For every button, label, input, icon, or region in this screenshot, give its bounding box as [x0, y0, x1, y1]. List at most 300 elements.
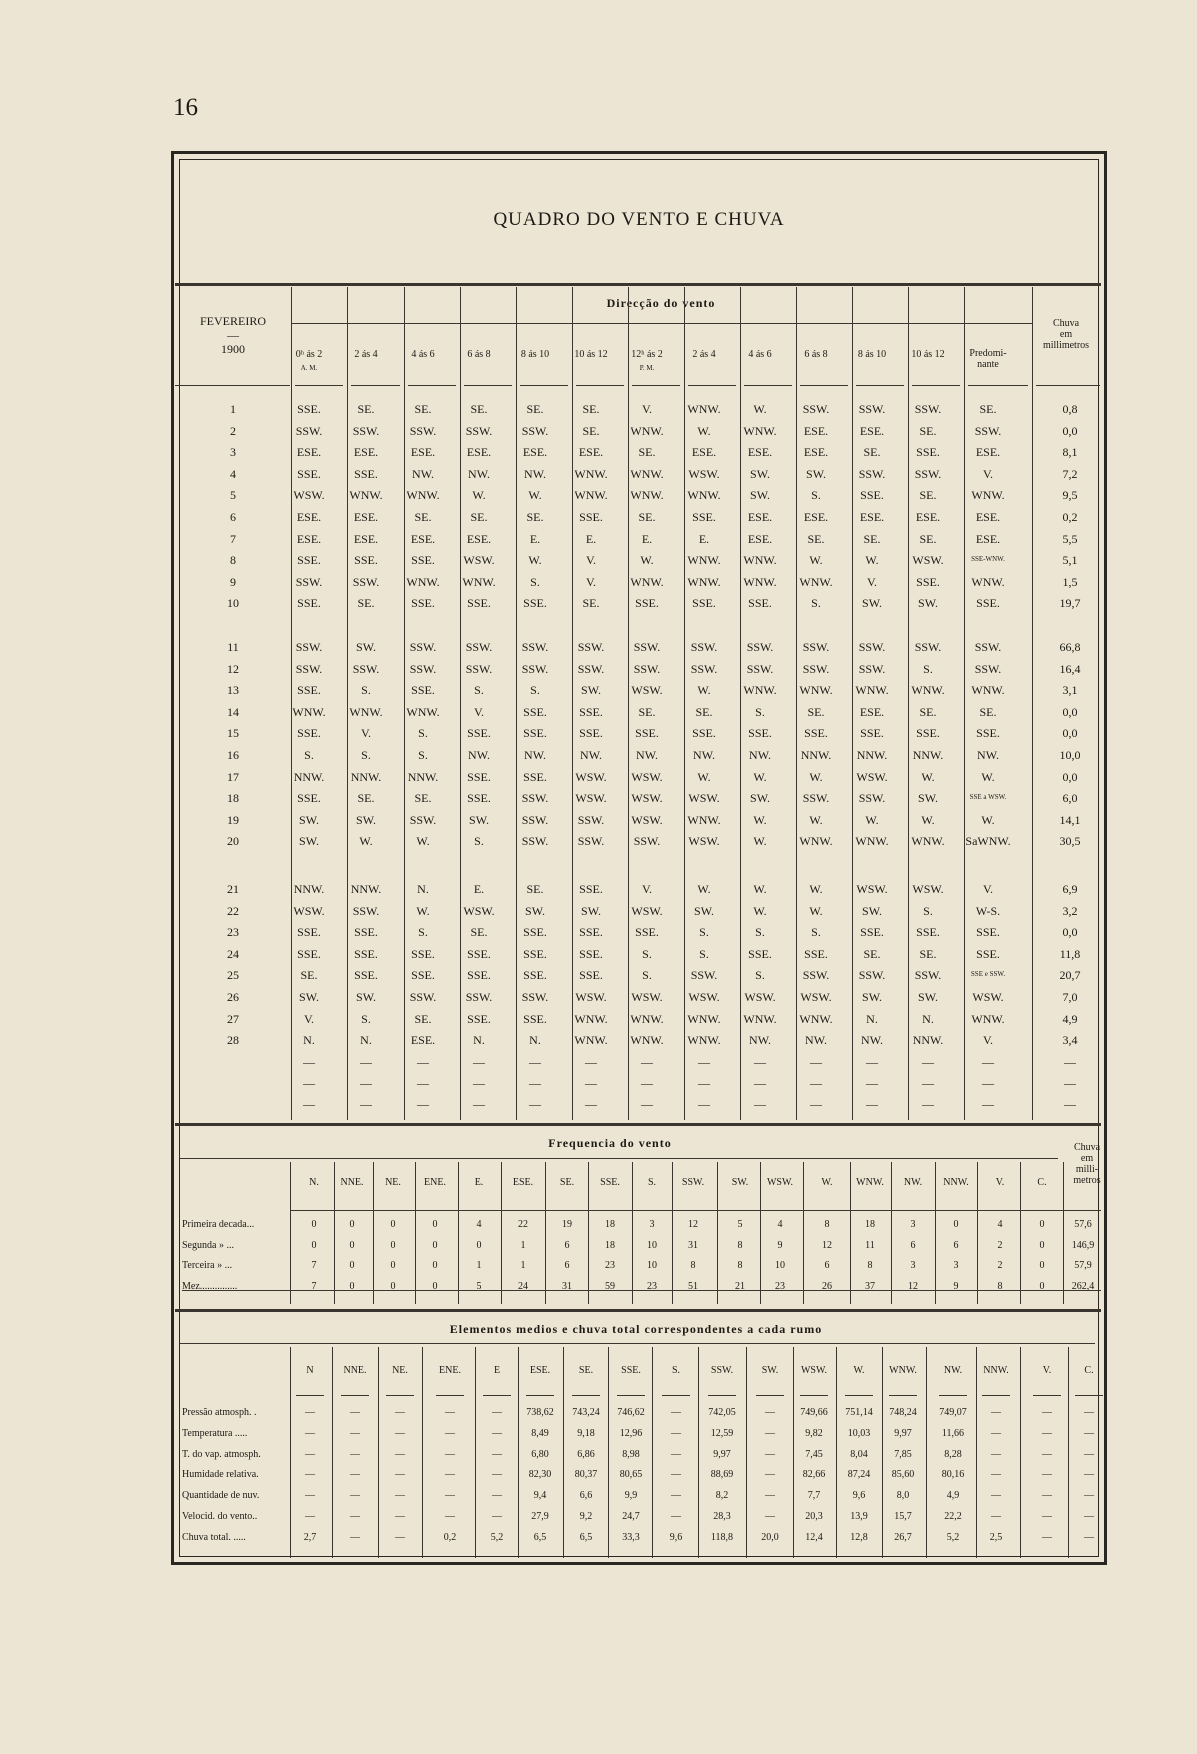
wind-direction-cell: SE.	[638, 510, 656, 524]
frequency-cell: 8	[867, 1260, 873, 1272]
means-cell: 6,6	[579, 1490, 593, 1502]
frequency-column-header: NNW.	[943, 1177, 969, 1188]
wind-direction-cell: NW.	[580, 748, 602, 762]
means-cell: —	[395, 1427, 405, 1439]
wind-direction-cell: SSW.	[914, 640, 942, 654]
predominant-cell: WNW.	[971, 488, 1005, 503]
wind-direction-cell: SSW.	[577, 640, 605, 654]
wind-direction-cell: S.	[474, 834, 484, 849]
frequency-cell: 7	[311, 1281, 317, 1293]
wind-direction-cell: SSW.	[858, 791, 886, 806]
predominant-cell: SE.	[979, 402, 997, 416]
means-cell: —	[991, 1407, 1001, 1418]
wind-direction-cell: SSE.	[297, 553, 321, 568]
wind-direction-cell: SSE.	[579, 882, 603, 896]
wind-direction-cell: SSW.	[577, 834, 605, 849]
empty-cell: —	[922, 1097, 934, 1111]
frequency-row-label: Terceira » ...	[182, 1260, 233, 1272]
means-header-underline	[617, 1395, 645, 1396]
wind-direction-cell: ESE.	[747, 510, 773, 524]
predominant-header: nante	[977, 359, 999, 370]
means-cell: —	[305, 1469, 315, 1481]
wind-direction-cell: SSW.	[914, 402, 942, 416]
predominant-cell: SSW.	[974, 661, 1002, 676]
wind-direction-cell: SW.	[862, 903, 882, 918]
wind-direction-cell: SSW.	[914, 466, 942, 481]
wind-direction-cell: SW.	[356, 990, 376, 1004]
means-column-rule	[836, 1347, 837, 1558]
wind-direction-cell: WSW.	[744, 990, 776, 1004]
frequency-cell: 0	[349, 1260, 355, 1272]
frequency-column-header: NE.	[385, 1177, 401, 1188]
wind-direction-cell: SSE.	[297, 946, 321, 961]
wind-direction-cell: SE.	[919, 531, 937, 546]
means-cell: 33,3	[622, 1531, 640, 1543]
rain-cell: 30,5	[1059, 834, 1081, 849]
means-header-underline	[800, 1395, 828, 1396]
means-cell: —	[305, 1407, 315, 1418]
wind-direction-cell: SSE.	[467, 791, 491, 806]
means-column-rule	[378, 1347, 379, 1558]
wind-direction-cell: S.	[923, 661, 933, 676]
wind-direction-cell: N.	[922, 1011, 934, 1026]
means-cell: 12,4	[805, 1531, 823, 1543]
means-cell: 743,24	[572, 1407, 600, 1418]
wind-direction-cell: W.	[640, 553, 654, 568]
wind-direction-cell: W.	[809, 812, 823, 827]
wind-direction-cell: W.	[865, 553, 879, 568]
rain-cell: 4,9	[1062, 1011, 1078, 1026]
means-cell: 751,14	[845, 1407, 873, 1418]
wind-direction-cell: S.	[474, 683, 484, 698]
means-cell: —	[1084, 1490, 1094, 1502]
wind-direction-cell: SW.	[299, 834, 319, 849]
wind-direction-cell: SE.	[414, 1011, 432, 1026]
wind-direction-cell: S.	[755, 925, 765, 940]
means-cell: —	[671, 1448, 681, 1460]
wind-direction-cell: SSE.	[523, 726, 547, 741]
wind-direction-cell: SSW.	[295, 661, 323, 676]
direction-header-underline	[1036, 385, 1100, 386]
wind-direction-cell: S.	[642, 946, 652, 961]
frequency-cell: 31	[562, 1281, 572, 1293]
day-number: 27	[227, 1011, 239, 1026]
frequency-rain-header: milli-	[1075, 1164, 1099, 1175]
wind-direction-cell: E.	[529, 531, 541, 546]
direction-column-rule	[908, 287, 909, 1120]
empty-cell: —	[360, 1076, 372, 1090]
wind-direction-cell: WNW.	[574, 466, 608, 481]
empty-cell: —	[1064, 1097, 1076, 1111]
wind-direction-cell: SSE.	[411, 553, 435, 568]
wind-direction-cell: SSW.	[633, 640, 661, 654]
frequency-cell: 0	[349, 1281, 355, 1293]
frequency-cell: 37	[865, 1281, 875, 1293]
wind-direction-cell: WNW.	[630, 423, 664, 438]
predominant-cell: NW.	[977, 748, 999, 762]
means-header-underline	[756, 1395, 784, 1396]
wind-direction-cell: WSW.	[688, 791, 720, 806]
wind-direction-cell: SSE.	[692, 726, 716, 741]
frequency-column-header: ESE.	[512, 1177, 534, 1188]
wind-direction-cell: SW.	[806, 466, 826, 481]
means-header-underline	[526, 1395, 554, 1396]
wind-direction-cell: WSW.	[856, 769, 888, 784]
wind-direction-cell: SSW.	[802, 402, 830, 416]
frequency-column-header: W.	[821, 1177, 833, 1188]
wind-direction-cell: ESE.	[859, 510, 885, 524]
rain-cell: 6,9	[1062, 882, 1078, 896]
wind-direction-cell: SSE.	[860, 488, 884, 503]
rain-cell: 7,2	[1062, 466, 1078, 481]
direction-header-underline	[632, 385, 680, 386]
frequency-cell: 0	[349, 1219, 355, 1230]
wind-direction-cell: SSW.	[858, 402, 886, 416]
wind-direction-cell: S.	[811, 596, 821, 611]
means-cell: 20,0	[761, 1531, 779, 1543]
direction-column-header: 8 ás 10	[857, 349, 887, 360]
means-cell: —	[1084, 1511, 1094, 1522]
direction-column-header: 2 ás 4	[692, 349, 716, 360]
wind-direction-cell: SE.	[470, 925, 488, 940]
frequency-column-rule	[632, 1162, 633, 1304]
empty-cell: —	[922, 1076, 934, 1090]
empty-cell: —	[585, 1076, 597, 1090]
means-cell: —	[765, 1511, 775, 1522]
frequency-column-rule	[850, 1162, 851, 1304]
wind-direction-cell: SSE.	[523, 704, 547, 719]
wind-direction-cell: WNW.	[349, 488, 383, 503]
means-header-underline	[436, 1395, 464, 1396]
means-cell: —	[395, 1469, 405, 1481]
wind-direction-cell: V.	[585, 574, 597, 589]
wind-direction-cell: SW.	[581, 903, 601, 918]
frequency-cell: 0	[476, 1239, 482, 1251]
wind-direction-cell: SSE.	[354, 925, 378, 940]
wind-direction-cell: SSW.	[295, 574, 323, 589]
wind-direction-cell: SSW.	[521, 640, 549, 654]
means-column-header: NNE.	[343, 1365, 367, 1376]
means-column-rule	[698, 1347, 699, 1558]
empty-cell: —	[529, 1055, 541, 1069]
wind-direction-cell: SE.	[357, 596, 375, 611]
wind-direction-cell: WNW.	[687, 812, 721, 827]
means-column-header: NNW.	[983, 1365, 1009, 1376]
means-cell: —	[492, 1469, 502, 1481]
wind-direction-cell: W.	[921, 769, 935, 784]
wind-direction-cell: WSW.	[688, 834, 720, 849]
frequency-cell: 21	[735, 1281, 745, 1293]
frequency-header-underline	[290, 1210, 1101, 1211]
direction-column-rule	[1032, 287, 1033, 1120]
wind-direction-cell: WNW.	[630, 574, 664, 589]
pm-label: P. M.	[639, 364, 655, 372]
means-cell: 5,2	[490, 1531, 504, 1543]
wind-direction-cell: SE.	[357, 402, 375, 416]
rain-cell: 7,0	[1062, 990, 1078, 1004]
month-label: FEVEREIRO	[200, 314, 266, 328]
frequency-rain-cell: 262,4	[1071, 1281, 1095, 1293]
day-number: 3	[230, 445, 236, 460]
wind-direction-cell: W.	[753, 834, 767, 849]
wind-direction-cell: ESE.	[747, 531, 773, 546]
frequency-cell: 8	[737, 1239, 743, 1251]
wind-direction-cell: SSW.	[352, 423, 380, 438]
means-header-underline	[341, 1395, 369, 1396]
wind-direction-cell: NNW.	[407, 769, 439, 784]
wind-direction-cell: WSW.	[575, 769, 607, 784]
means-cell: 9,9	[624, 1490, 638, 1502]
means-cell: 10,03	[847, 1427, 871, 1439]
wind-direction-cell: ESE.	[410, 531, 436, 546]
wind-direction-cell: SW.	[299, 812, 319, 827]
direction-title-underline	[291, 323, 1032, 324]
empty-cell: —	[417, 1055, 429, 1069]
day-number: 25	[227, 968, 239, 983]
predominant-cell: SSW.	[974, 640, 1002, 654]
direction-column-rule	[796, 287, 797, 1120]
wind-direction-cell: SE.	[863, 445, 881, 460]
means-cell: —	[1042, 1511, 1052, 1522]
wind-direction-cell: V.	[473, 704, 485, 719]
empty-cell: —	[360, 1055, 372, 1069]
frequency-cell: 0	[1039, 1281, 1045, 1293]
wind-direction-cell: WNW.	[687, 574, 721, 589]
empty-cell: —	[360, 1097, 372, 1111]
table-title: QUADRO DO VENTO E CHUVA	[493, 209, 785, 230]
wind-direction-cell: SSE.	[579, 946, 603, 961]
predominant-cell: SaWNW.	[965, 834, 1011, 849]
wind-direction-cell: SSE.	[411, 968, 435, 983]
rain-cell: 3,2	[1062, 903, 1078, 918]
wind-direction-cell: WNW.	[687, 1011, 721, 1026]
means-cell: 8,04	[850, 1448, 868, 1460]
frequency-cell: 0	[432, 1219, 438, 1230]
wind-direction-cell: SW.	[299, 990, 319, 1004]
means-cell: —	[671, 1407, 681, 1418]
predominant-cell: WNW.	[971, 1011, 1005, 1026]
wind-direction-cell: ESE.	[353, 531, 379, 546]
frequency-column-rule	[415, 1162, 416, 1304]
frequency-cell: 0	[390, 1260, 396, 1272]
wind-direction-cell: SE.	[638, 704, 656, 719]
day-number: 24	[227, 946, 239, 961]
frequency-row-label: Mez...............	[182, 1281, 238, 1293]
frequency-column-header: SSE.	[600, 1177, 620, 1188]
direction-title: Direcção do vento	[606, 296, 716, 310]
direction-column-header: 4 ás 6	[748, 349, 772, 360]
rain-cell: 9,5	[1062, 488, 1078, 503]
wind-direction-cell: SSE.	[692, 510, 716, 524]
wind-direction-cell: S.	[755, 968, 765, 983]
wind-direction-cell: V.	[360, 726, 372, 741]
wind-direction-cell: W.	[359, 834, 373, 849]
wind-direction-cell: WSW.	[631, 791, 663, 806]
means-cell: —	[1042, 1531, 1052, 1543]
wind-direction-cell: WNW.	[630, 488, 664, 503]
frequency-cell: 26	[822, 1281, 832, 1293]
wind-direction-cell: SSW.	[914, 968, 942, 983]
means-title-underline	[180, 1343, 1095, 1344]
wind-direction-cell: ESE.	[859, 423, 885, 438]
means-cell: —	[445, 1427, 455, 1439]
means-header-underline	[483, 1395, 511, 1396]
wind-direction-cell: W.	[809, 769, 823, 784]
wind-direction-cell: SSE.	[467, 726, 491, 741]
frequency-column-rule	[760, 1162, 761, 1304]
day-number: 5	[230, 488, 236, 503]
empty-cell: —	[810, 1097, 822, 1111]
wind-direction-cell: SSE.	[297, 726, 321, 741]
wind-direction-cell: W.	[472, 488, 486, 503]
wind-direction-cell: W.	[697, 683, 711, 698]
frequency-column-header: N.	[309, 1177, 319, 1188]
predominant-cell: SSE.	[976, 946, 1000, 961]
means-cell: 8,0	[896, 1490, 910, 1502]
direction-column-header: 6 ás 8	[467, 349, 491, 360]
wind-direction-cell: SSW.	[521, 791, 549, 806]
wind-direction-cell: SSE.	[523, 1011, 547, 1026]
wind-direction-cell: SSE.	[692, 596, 716, 611]
means-cell: 11,66	[941, 1427, 965, 1439]
means-column-header: ESE.	[529, 1365, 551, 1376]
frequency-cell: 18	[605, 1219, 615, 1230]
wind-direction-cell: WSW.	[856, 882, 888, 896]
means-column-header: SSE.	[621, 1365, 641, 1376]
wind-direction-cell: SSE.	[297, 402, 321, 416]
wind-direction-cell: WNW.	[743, 574, 777, 589]
frequency-row-label: Segunda » ...	[182, 1239, 234, 1251]
means-cell: 80,37	[574, 1469, 598, 1481]
means-cell: —	[1084, 1448, 1094, 1460]
direction-column-header: 8 ás 10	[520, 349, 550, 360]
predominant-cell: SSE.	[976, 925, 1000, 940]
means-cell: 9,6	[669, 1531, 683, 1543]
means-cell: —	[305, 1490, 315, 1502]
means-cell: —	[765, 1448, 775, 1460]
means-row-label: Humidade relativa.	[182, 1469, 259, 1481]
means-cell: 12,96	[619, 1427, 643, 1439]
page-number: 16	[173, 94, 198, 121]
day-number: 23	[227, 925, 239, 940]
empty-cell: —	[982, 1076, 994, 1090]
wind-direction-cell: WNW.	[799, 834, 833, 849]
wind-direction-cell: SSW.	[802, 661, 830, 676]
frequency-cell: 0	[1039, 1219, 1045, 1230]
frequency-cell: 0	[390, 1281, 396, 1293]
means-column-header: C.	[1084, 1365, 1094, 1376]
means-cell: 80,16	[941, 1469, 965, 1481]
frequency-cell: 24	[518, 1281, 528, 1293]
wind-direction-cell: SW.	[694, 903, 714, 918]
direction-column-rule	[852, 287, 853, 1120]
empty-cell: —	[866, 1076, 878, 1090]
means-cell: 12,8	[850, 1531, 868, 1543]
means-cell: 4,9	[946, 1490, 960, 1502]
wind-direction-cell: SE.	[414, 791, 432, 806]
wind-direction-cell: W.	[416, 903, 430, 918]
frequency-column-rule	[373, 1162, 374, 1304]
means-cell: —	[395, 1531, 405, 1543]
means-cell: 8,49	[531, 1427, 549, 1439]
means-cell: 2,5	[989, 1531, 1003, 1543]
means-column-rule	[608, 1347, 609, 1558]
direction-header-underline	[464, 385, 512, 386]
predominant-cell: SSE-WNW.	[971, 555, 1005, 564]
frequency-column-rule	[501, 1162, 502, 1304]
wind-direction-cell: SSW.	[465, 423, 493, 438]
frequency-cell: 4	[777, 1219, 783, 1230]
means-cell: 9,6	[852, 1490, 866, 1502]
means-cell: 5,2	[946, 1531, 960, 1543]
wind-direction-cell: SSW.	[746, 661, 774, 676]
means-title: Elementos medios e chuva total correspondentes a cada rumo	[449, 1322, 823, 1336]
direction-column-header: 12ʰ ás 2	[631, 349, 663, 360]
wind-direction-cell: WNW.	[687, 488, 721, 503]
frequency-column-header: WNW.	[856, 1177, 884, 1188]
frequency-rain-header: em	[1080, 1153, 1094, 1164]
rain-cell: 19,7	[1059, 596, 1081, 611]
frequency-cell: 8	[737, 1260, 743, 1272]
empty-cell: —	[303, 1097, 315, 1111]
frequency-cell: 8	[997, 1281, 1003, 1293]
wind-direction-cell: SSW.	[465, 990, 493, 1004]
frequency-column-header: ENE.	[424, 1177, 446, 1188]
wind-direction-cell: W.	[809, 553, 823, 568]
frequency-column-header: E.	[474, 1177, 484, 1188]
wind-direction-cell: SE.	[582, 596, 600, 611]
means-cell: —	[305, 1427, 315, 1439]
wind-direction-cell: WNW.	[406, 704, 440, 719]
wind-direction-cell: E.	[698, 531, 710, 546]
wind-direction-cell: NNW.	[293, 769, 325, 784]
wind-direction-cell: SW.	[356, 640, 376, 654]
direction-column-rule	[404, 287, 405, 1120]
day-number: 16	[227, 748, 239, 762]
wind-direction-cell: SSE.	[916, 574, 940, 589]
means-column-rule	[518, 1347, 519, 1558]
predominant-cell: V.	[982, 1033, 994, 1048]
frequency-rain-cell: 146,9	[1071, 1239, 1095, 1251]
wind-direction-cell: SSE.	[635, 726, 659, 741]
wind-direction-cell: WSW.	[688, 990, 720, 1004]
wind-direction-cell: NW.	[693, 748, 715, 762]
day-number: 21	[227, 882, 239, 896]
means-column-rule	[422, 1347, 423, 1558]
rain-cell: 0,8	[1062, 402, 1078, 416]
frequency-total-rule	[182, 1290, 1101, 1291]
wind-direction-cell: SSW.	[690, 968, 718, 983]
frequency-cell: 0	[349, 1239, 355, 1251]
means-header-underline	[1033, 1395, 1061, 1396]
direction-header-underline	[856, 385, 904, 386]
wind-direction-cell: NW.	[805, 1033, 827, 1048]
frequency-rain-header: Chuva	[1073, 1142, 1101, 1153]
frequency-cell: 2	[997, 1260, 1003, 1272]
wind-direction-cell: ESE.	[747, 445, 773, 460]
month-dash: —	[227, 328, 239, 342]
means-cell: —	[1042, 1448, 1052, 1460]
means-cell: 748,24	[889, 1407, 917, 1418]
means-cell: —	[395, 1511, 405, 1522]
wind-direction-cell: V.	[303, 1011, 315, 1026]
frequency-column-header: SW.	[731, 1177, 749, 1188]
wind-direction-cell: NNW.	[350, 882, 382, 896]
wind-direction-cell: WSW.	[293, 488, 325, 503]
means-cell: 7,45	[805, 1448, 823, 1460]
means-cell: 8,98	[622, 1448, 640, 1460]
means-row-label: Quantidade de nuv.	[182, 1490, 260, 1502]
